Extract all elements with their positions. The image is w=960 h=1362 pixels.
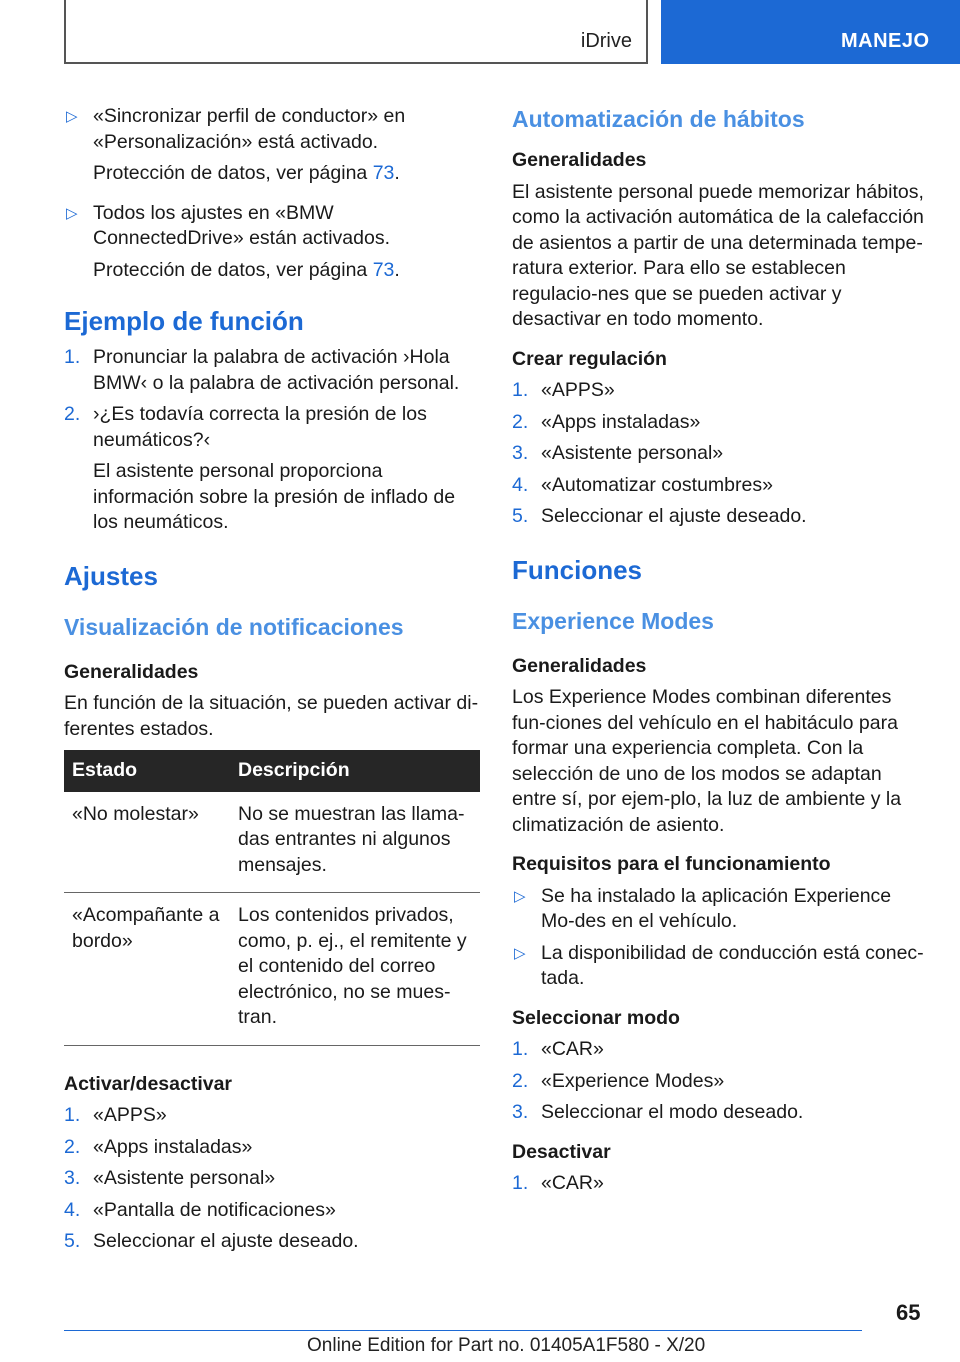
heading-select: Seleccionar modo bbox=[512, 1006, 680, 1029]
right-column bbox=[512, 104, 926, 1203]
list-item: 3. Seleccionar el modo deseado. bbox=[512, 1101, 804, 1123]
states-table bbox=[64, 750, 480, 1046]
table-row bbox=[64, 792, 480, 893]
footer-edition: Online Edition for Part no. 01405A1F580 - X/20 bbox=[307, 1335, 706, 1356]
table-cell: «No molestar» bbox=[64, 792, 230, 893]
page-link[interactable]: 73 bbox=[372, 162, 395, 184]
triangle-bullet-icon: ▷ bbox=[66, 108, 78, 125]
header-chapter-title: MANEJO bbox=[841, 30, 930, 52]
bullet-item: ▷ Todos los ajustes en «BMW ConnectedDrive» están activados. bbox=[66, 201, 391, 249]
general-text: El asistente personal puede memorizar hábitos, como la activación automática de la calefacción de asientos a partir de una determinada tempe-ratura exterior. Para ello se establecen regulacio-nes que se pueden activar y desactivar en todo momento. bbox=[512, 180, 924, 330]
list-item: 1. Pronunciar la palabra de activación ›Hola BMW‹ o la palabra de activación personal. bbox=[64, 346, 460, 394]
header-chapter-tab bbox=[661, 0, 960, 64]
section-title-functions: Funciones bbox=[512, 554, 643, 585]
list-item: 3. «Asistente personal» bbox=[64, 1167, 276, 1189]
heading-deactivate: Desactivar bbox=[512, 1140, 611, 1163]
subsection-title-habits: Automatización de hábitos bbox=[512, 106, 805, 132]
list-item: 4. «Automatizar costumbres» bbox=[512, 473, 773, 496]
table-header: Estado bbox=[64, 750, 230, 792]
heading-general: Generalidades bbox=[64, 660, 199, 683]
header-section-title: iDrive bbox=[580, 30, 632, 52]
list-item: 1. «APPS» bbox=[64, 1104, 167, 1126]
section-title-example: Ejemplo de función bbox=[64, 306, 304, 336]
bullet-item: ▷ «Sincronizar perfil de conductor» en «Personalización» está activado. bbox=[66, 105, 406, 153]
triangle-bullet-icon: ▷ bbox=[514, 944, 526, 962]
heading-create: Crear regulación bbox=[512, 347, 667, 370]
list-item: 5. Seleccionar el ajuste deseado. bbox=[512, 505, 807, 527]
list-item: 2. «Apps instaladas» bbox=[64, 1135, 253, 1158]
list-item: 1. «CAR» bbox=[512, 1172, 604, 1194]
heading-requirements: Requisitos para el funcionamiento bbox=[512, 853, 831, 875]
triangle-bullet-icon: ▷ bbox=[514, 887, 526, 905]
subsection-title-notifications: Visualización de notificaciones bbox=[64, 613, 404, 640]
page-number: 65 bbox=[896, 1300, 921, 1325]
table-cell: No se muestran las llama-das entrantes ni algunos mensajes. bbox=[230, 792, 480, 893]
list-item: 2. ›¿Es todavía correcta la presión de los neumáticos?‹ bbox=[64, 403, 427, 451]
page-link[interactable]: 73 bbox=[372, 258, 395, 281]
heading-general: Generalidades bbox=[512, 654, 647, 677]
header-section-box bbox=[64, 0, 648, 64]
subsection-title-modes: Experience Modes bbox=[512, 607, 714, 634]
triangle-bullet-icon: ▷ bbox=[66, 204, 78, 222]
table-header: Descripción bbox=[230, 750, 480, 792]
list-item: 5. Seleccionar el ajuste deseado. bbox=[64, 1230, 359, 1252]
general-text: Los Experience Modes combinan diferentes fun-ciones del vehículo en el habitáculo para formar una experiencia completa. Con la selección de uno de los modos se adaptan entre sí, por ejem-plo, la luz de ambiente y la climatización de asiento. bbox=[512, 686, 902, 836]
list-item: 4. «Pantalla de notificaciones» bbox=[64, 1198, 336, 1221]
data-protection-note: Protección de datos, ver página 73. bbox=[93, 258, 400, 281]
data-protection-note: Protección de datos, ver página 73. bbox=[93, 162, 400, 184]
footer-divider bbox=[64, 1330, 862, 1331]
bullet-item: ▷ Se ha instalado la aplicación Experience Mo-des en el vehículo. bbox=[514, 884, 892, 932]
bullet-item: ▷ La disponibilidad de conducción está conec-tada. bbox=[514, 941, 924, 989]
table-cell: «Acompañante a bordo» bbox=[64, 893, 230, 1046]
list-item: 3. «Asistente personal» bbox=[512, 442, 724, 464]
table-row bbox=[64, 893, 480, 1046]
table-cell: Los contenidos privados, como, p. ej., el remitente y el contenido del correo electrónico, no se mues-tran. bbox=[230, 893, 480, 1046]
general-text: En función de la situación, se pueden activar di-ferentes estados. bbox=[64, 692, 479, 740]
section-title-settings: Ajustes bbox=[64, 560, 158, 591]
example-result: El asistente personal proporciona información sobre la presión de inflado de los neumáticos. bbox=[93, 460, 456, 533]
left-column bbox=[64, 104, 480, 1261]
list-item: 1. «CAR» bbox=[512, 1038, 604, 1060]
heading-general: Generalidades bbox=[512, 149, 647, 171]
list-item: 2. «Apps instaladas» bbox=[512, 410, 701, 433]
list-item: 1. «APPS» bbox=[512, 379, 615, 401]
list-item: 2. «Experience Modes» bbox=[512, 1069, 725, 1092]
heading-activate: Activar/desactivar bbox=[64, 1072, 233, 1095]
